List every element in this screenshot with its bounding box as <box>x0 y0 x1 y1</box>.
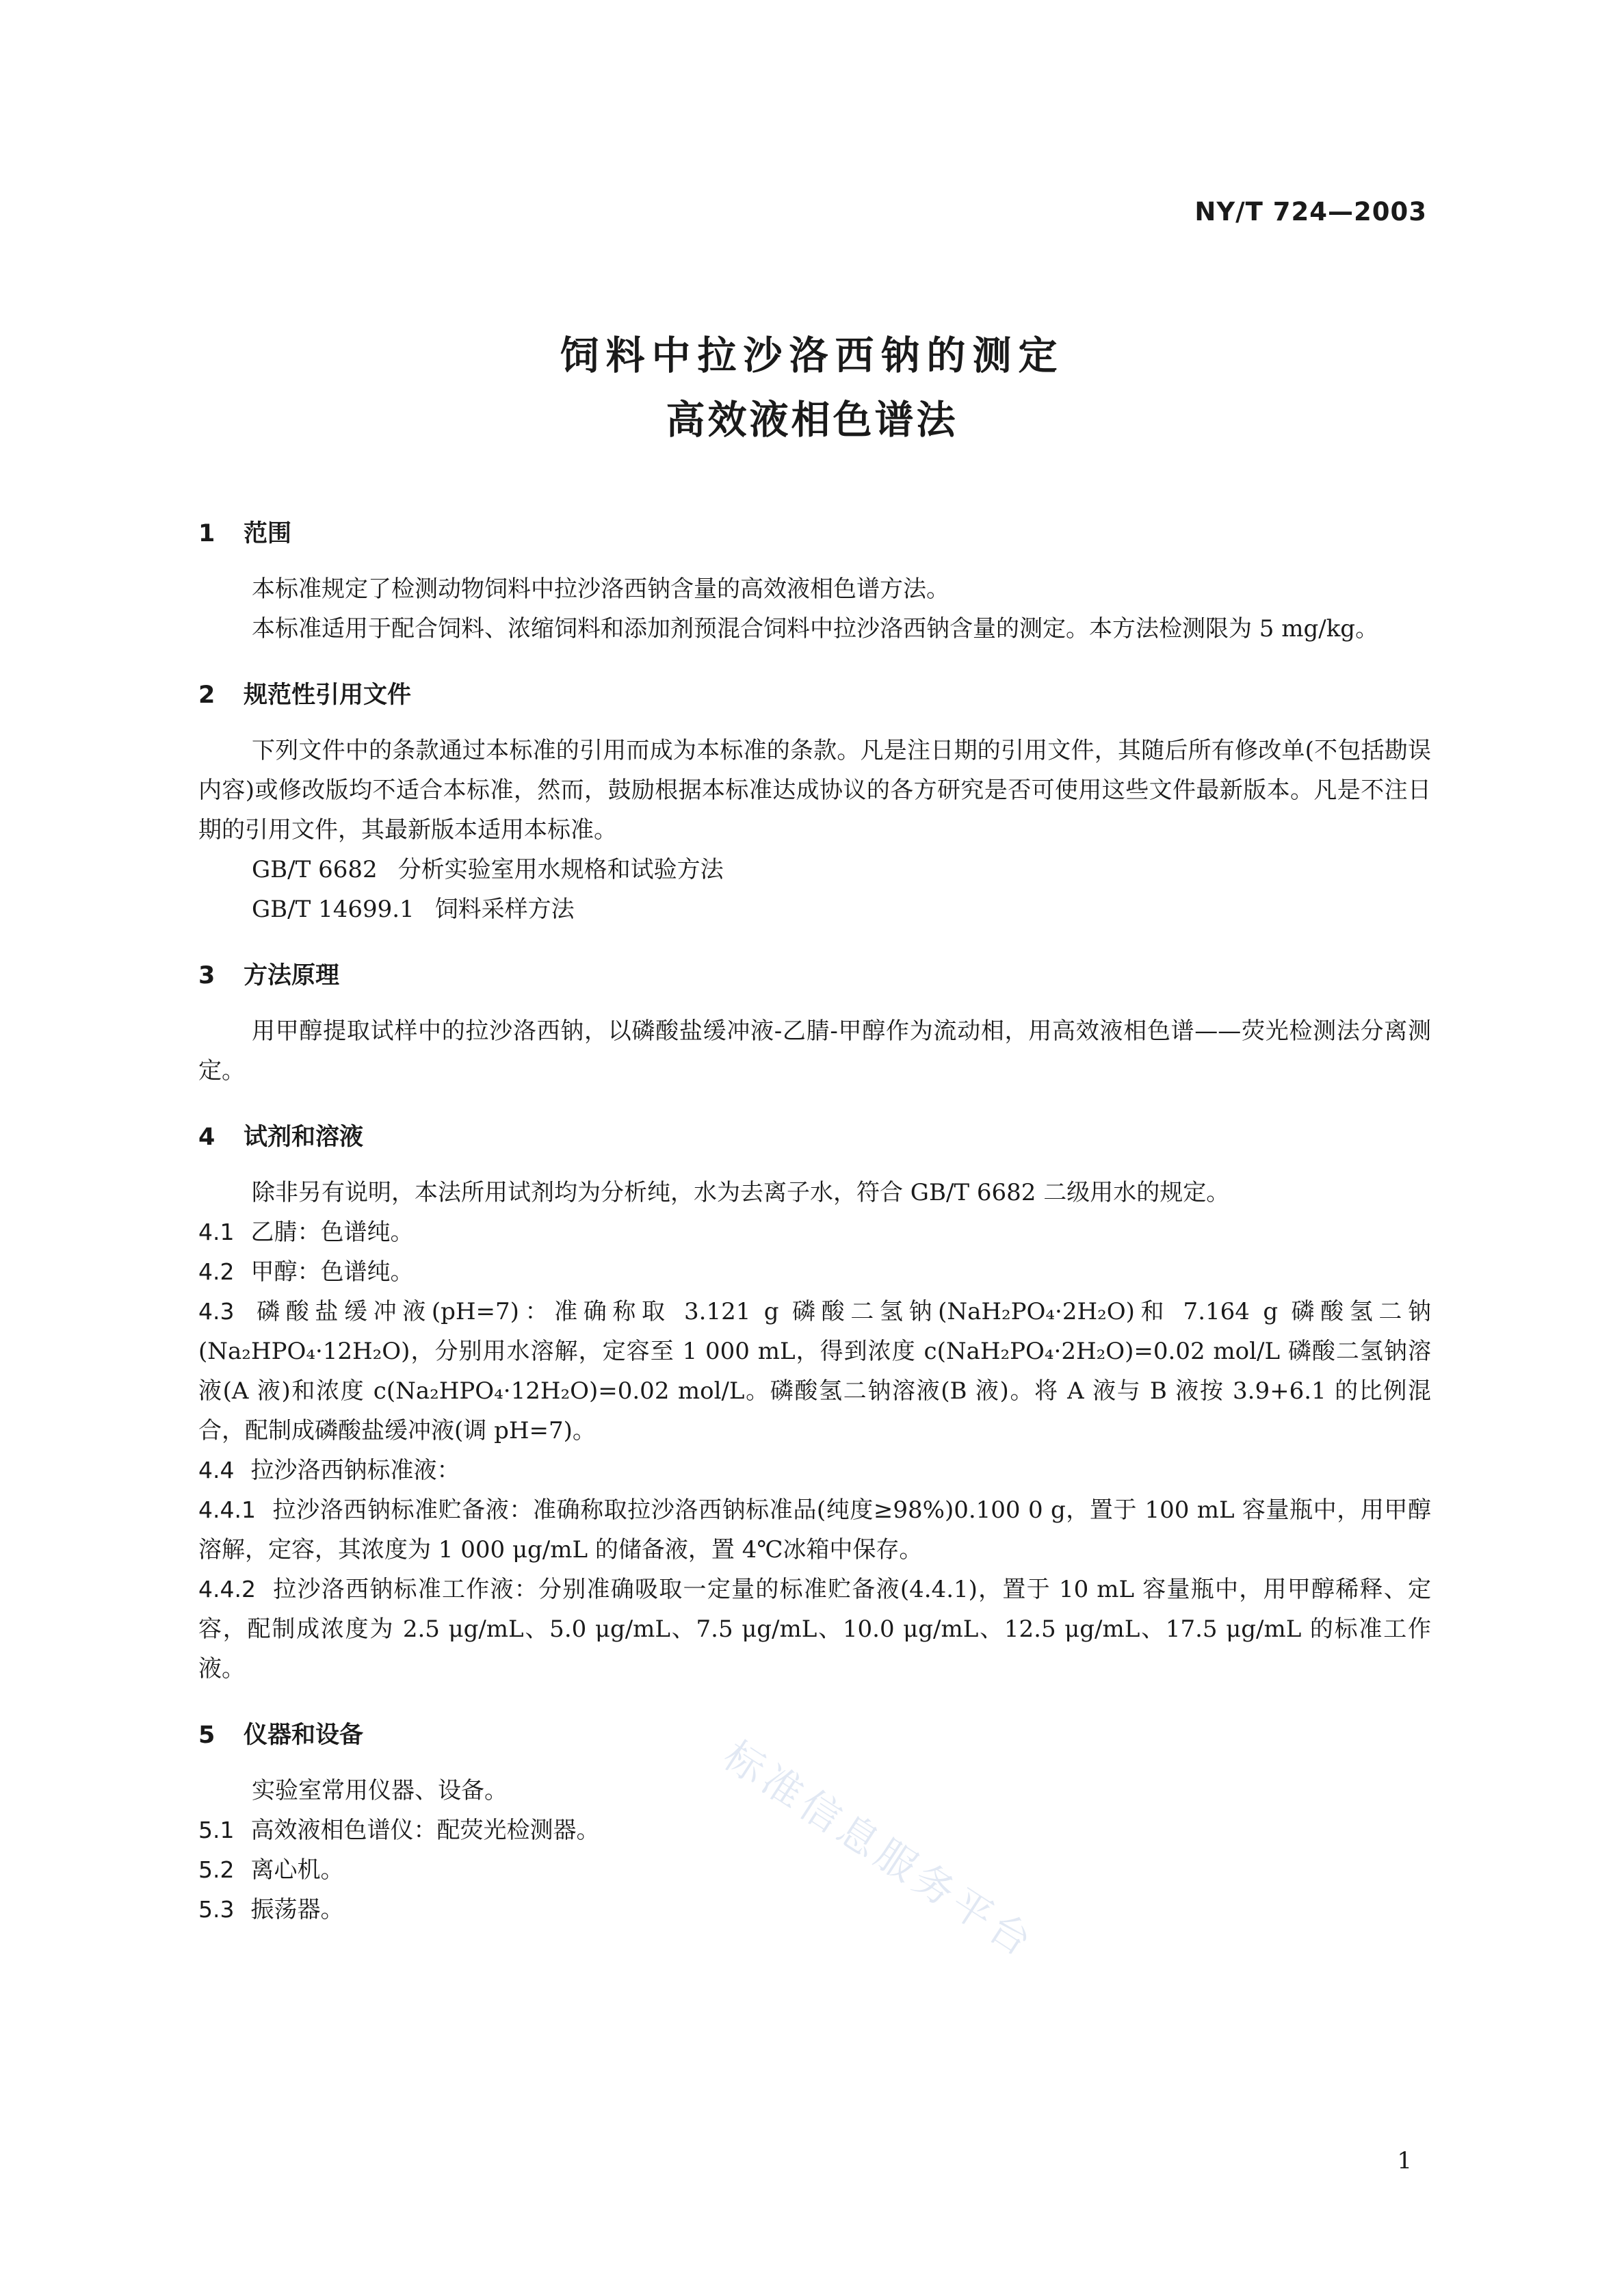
paragraph: 实验室常用仪器、设备。 <box>252 1777 508 1804</box>
clause-item <box>198 1252 1431 1292</box>
section-number: 4 <box>198 1124 215 1151</box>
paragraph: 下列文件中的条款通过本标准的引用而成为本标准的条款。凡是注日期的引用文件，其随后所有修改单(不包括勘误内容)或修改版均不适合本标准，然而，鼓励根据本标准达成协议的各方研究是否可使用这些文件最新版本。凡是不注日期的引用文件，其最新版本适用本标准。 <box>198 737 1431 844</box>
paragraph: 本标准规定了检测动物饲料中拉沙洛西钠含量的高效液相色谱方法。 <box>252 575 949 603</box>
section-heading-apparatus <box>198 1716 1431 1754</box>
reference-item <box>198 890 1431 929</box>
section-number: 1 <box>198 520 215 547</box>
section-title: 规范性引用文件 <box>244 682 412 709</box>
clause-text: 拉沙洛西钠标准液： <box>250 1457 460 1484</box>
clause-item <box>198 1890 1431 1930</box>
clause-text: 乙腈：色谱纯。 <box>250 1219 414 1246</box>
document-title: 饲料中拉沙洛西钠的测定 <box>560 333 1064 378</box>
section-heading-principle <box>198 957 1431 995</box>
reference-title: 分析实验室用水规格和试验方法 <box>397 856 724 883</box>
clause-number: 5.1 <box>198 1817 235 1843</box>
clause-item <box>198 1451 1431 1490</box>
section-heading-scope <box>198 515 1431 553</box>
clause-number: 5.3 <box>198 1896 235 1923</box>
clause-number: 4.3 <box>198 1298 235 1325</box>
section-heading-reagents <box>198 1118 1431 1156</box>
clause-text: 拉沙洛西钠标准贮备液：准确称取拉沙洛西钠标准品(纯度≥98%)0.100 0 g，置于 100 mL 容量瓶中，用甲醇溶解，定容，其浓度为 1 000 μg/mL 的储备液，置 4℃冰箱中保存。 <box>198 1496 1431 1563</box>
page-number: 1 <box>1397 2147 1412 2175</box>
clause-item <box>198 1811 1431 1850</box>
reference-code: GB/T 6682 <box>252 856 378 883</box>
clause-text: 高效液相色谱仪：配荧光检测器。 <box>250 1817 600 1844</box>
section-title: 范围 <box>244 520 292 547</box>
reference-item <box>198 850 1431 890</box>
clause-text: 甲醇：色谱纯。 <box>250 1258 414 1286</box>
clause-number: 4.2 <box>198 1258 235 1285</box>
document-subtitle: 高效液相色谱法 <box>666 398 958 443</box>
standard-code: NY/T 724—2003 <box>1194 197 1427 226</box>
section-number: 5 <box>198 1722 215 1749</box>
clause-item <box>198 1212 1431 1252</box>
section-title: 方法原理 <box>244 962 340 989</box>
clause-number: 4.4 <box>198 1457 235 1483</box>
clause-item <box>198 1490 1431 1570</box>
section-number: 2 <box>198 682 215 709</box>
watermark: 标准信息服务平台 <box>715 1731 1044 1968</box>
clause-item <box>198 1292 1431 1451</box>
clause-item <box>198 1570 1431 1689</box>
clause-number: 5.2 <box>198 1856 235 1883</box>
clause-text: 离心机。 <box>250 1856 344 1884</box>
clause-number: 4.1 <box>198 1219 235 1245</box>
clause-number: 4.4.2 <box>198 1576 256 1602</box>
paragraph: 本标准适用于配合饲料、浓缩饲料和添加剂预混合饲料中拉沙洛西钠含量的测定。本方法检测限为 5 mg/kg。 <box>252 615 1379 643</box>
section-title: 试剂和溶液 <box>244 1124 364 1151</box>
reference-title: 饲料采样方法 <box>434 896 575 923</box>
document-body <box>198 515 1431 1930</box>
paragraph: 用甲醇提取试样中的拉沙洛西钠，以磷酸盐缓冲液-乙腈-甲醇作为流动相，用高效液相色谱——荧光检测法分离测定。 <box>198 1017 1431 1085</box>
clause-item <box>198 1850 1431 1890</box>
clause-text: 拉沙洛西钠标准工作液：分别准确吸取一定量的标准贮备液(4.4.1)，置于 10 mL 容量瓶中，用甲醇稀释、定容，配制成浓度为 2.5 μg/mL、5.0 μg/mL、7.5 μg/mL、10.0 μg/mL、12.5 μg/mL、17.5 μg/mL 的标准工作液。 <box>198 1576 1431 1683</box>
section-number: 3 <box>198 962 215 989</box>
section-heading-normative-references <box>198 676 1431 714</box>
reference-code: GB/T 14699.1 <box>252 896 415 923</box>
clause-text: 振荡器。 <box>250 1896 344 1923</box>
clause-number: 4.4.1 <box>198 1496 256 1523</box>
clause-text: 磷酸盐缓冲液(pH=7)：准确称取 3.121 g 磷酸二氢钠(NaH₂PO₄·2H₂O)和 7.164 g 磷酸氢二钠(Na₂HPO₄·12H₂O)，分别用水溶解，定容至 1 000 mL，得到浓度 c(NaH₂PO₄·2H₂O)=0.02 mol/L 磷酸二氢钠溶液(A 液)和浓度 c(Na₂HPO₄·12H₂O)=0.02 mol/L。磷酸氢二钠溶液(B 液)。将 A 液与 B 液按 3.9+6.1 的比例混合，配制成磷酸盐缓冲液(调 pH=7)。 <box>198 1298 1431 1444</box>
paragraph: 除非另有说明，本法所用试剂均为分析纯，水为去离子水，符合 GB/T 6682 二级用水的规定。 <box>252 1179 1230 1206</box>
section-title: 仪器和设备 <box>244 1722 364 1749</box>
